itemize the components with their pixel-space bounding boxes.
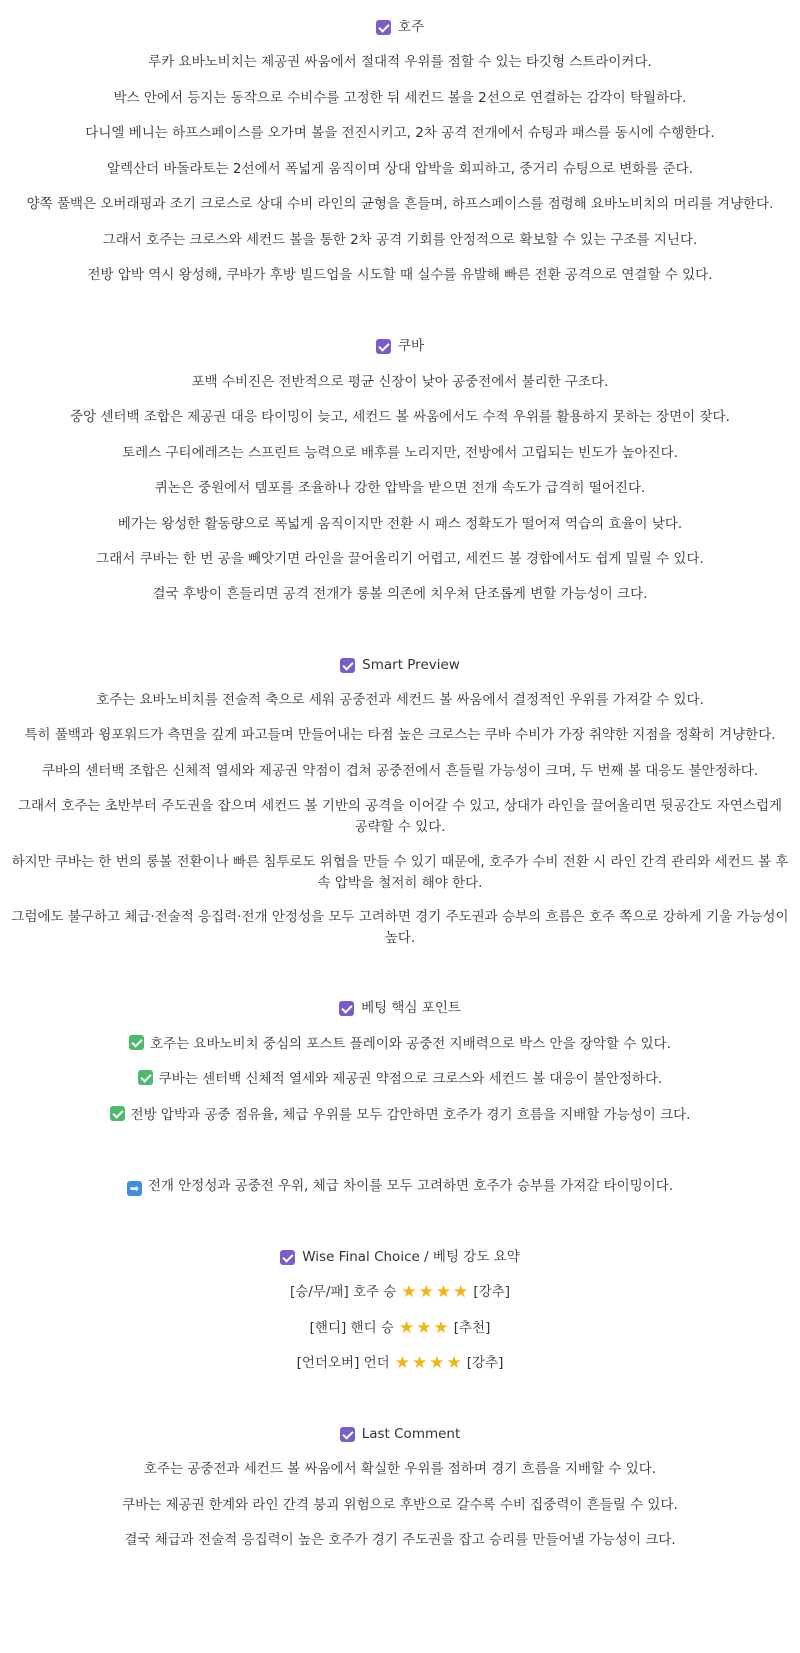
pick-row (8, 1282, 792, 1303)
star-icon: ★ (394, 1353, 410, 1373)
pick-label: [언더오버] 언더 (296, 1355, 390, 1371)
betting-point (8, 1105, 792, 1126)
section-heading-final-choice (8, 1247, 792, 1268)
green-check-icon (138, 1070, 153, 1085)
betting-point (8, 1069, 792, 1090)
star-rating (394, 1353, 463, 1374)
star-icon: ★ (429, 1353, 445, 1373)
section-title: 호주 (397, 19, 425, 35)
paragraph: 그래서 호주는 크로스와 세컨드 볼을 통한 2차 공격 기회를 안정적으로 확보할 수 있는 구조를 지닌다. (102, 232, 698, 248)
pick-label: [핸디] 핸디 승 (309, 1320, 394, 1336)
star-icon: ★ (446, 1353, 462, 1373)
star-rating (398, 1318, 450, 1339)
star-rating (400, 1282, 469, 1303)
section-title: Smart Preview (362, 657, 460, 673)
paragraph: 박스 안에서 등지는 동작으로 수비수를 고정한 뒤 세컨드 볼을 2선으로 연결하는 감각이 탁월하다. (113, 90, 687, 106)
paragraph: 특히 풀백과 윙포워드가 측면을 깊게 파고들며 만들어내는 타점 높은 크로스는 쿠바 수비가 가장 취약한 지점을 정확히 겨냥한다. (24, 727, 776, 743)
paragraph: 호주는 공중전과 세컨드 볼 싸움에서 확실한 우위를 점하며 경기 흐름을 지배할 수 있다. (143, 1461, 657, 1477)
betting-point-text: 호주는 요바노비치 중심의 포스트 플레이와 공중전 지배력으로 박스 안을 장악할 수 있다. (150, 1036, 671, 1052)
paragraph: 호주는 요바노비치를 전술적 축으로 세워 공중전과 세컨드 볼 싸움에서 결정적인 우위를 가져갈 수 있다. (96, 692, 704, 708)
paragraph: 쿠바의 센터백 조합은 신체적 열세와 제공권 약점이 겹쳐 공중전에서 흔들릴 가능성이 크며, 두 번째 볼 대응도 불안정하다. (41, 763, 759, 779)
star-icon: ★ (416, 1318, 432, 1338)
section-heading-smart-preview (8, 655, 792, 676)
right-arrow-icon: ➡ (127, 1181, 142, 1196)
pick-strength: [강추] (466, 1355, 504, 1371)
checkbox-checked-icon (376, 20, 391, 35)
paragraph: 베가는 왕성한 활동량으로 폭넓게 움직이지만 전환 시 패스 정확도가 떨어져 역습의 효율이 낮다. (117, 516, 683, 532)
betting-conclusion-text: 전개 안정성과 공중전 우위, 체급 차이를 모두 고려하면 호주가 승부를 가져갈 타이밍이다. (147, 1178, 674, 1194)
green-check-icon (129, 1035, 144, 1050)
paragraph: 퀴논은 중원에서 템포를 조율하나 강한 압박을 받으면 전개 속도가 급격히 떨어진다. (154, 480, 646, 496)
pick-row (8, 1318, 792, 1339)
paragraph: 결국 체급과 전술적 응집력이 높은 호주가 경기 주도권을 잡고 승리를 만들어낼 가능성이 크다. (124, 1532, 676, 1548)
section-heading-hoju (8, 17, 792, 38)
paragraph: 알렉산더 바돌라토는 2선에서 폭넓게 움직이며 상대 압박을 회피하고, 중거리 슈팅으로 변화를 준다. (106, 161, 693, 177)
betting-point-text: 전방 압박과 공중 점유율, 체급 우위를 모두 감안하면 호주가 경기 흐름을 지배할 가능성이 크다. (130, 1107, 691, 1123)
checkbox-checked-icon (376, 339, 391, 354)
paragraph: 하지만 쿠바는 한 번의 롱볼 전환이나 빠른 침투로도 위협을 만들 수 있기 때문에, 호주가 수비 전환 시 라인 간격 관리와 세컨드 볼 후속 압박을 철저히 해야 한다. (11, 854, 789, 891)
paragraph: 다니엘 베니는 하프스페이스를 오가며 볼을 전진시키고, 2차 공격 전개에서 슈팅과 패스를 동시에 수행한다. (85, 125, 715, 141)
paragraph: 전방 압박 역시 왕성해, 쿠바가 후방 빌드업을 시도할 때 실수를 유발해 빠른 전환 공격으로 연결할 수 있다. (87, 267, 713, 283)
section-title: Last Comment (361, 1426, 461, 1442)
star-icon: ★ (398, 1318, 415, 1338)
section-heading-betting-points (8, 998, 792, 1019)
betting-point (8, 1034, 792, 1055)
pick-strength: [추천] (453, 1320, 491, 1336)
paragraph: 그래서 호주는 초반부터 주도권을 잡으며 세컨드 볼 기반의 공격을 이어갈 수 있고, 상대가 라인을 끌어올리면 뒷공간도 자연스럽게 공략할 수 있다. (17, 798, 783, 835)
star-icon: ★ (433, 1318, 449, 1338)
paragraph: 결국 후방이 흔들리면 공격 전개가 롱볼 의존에 치우쳐 단조롭게 변할 가능성이 크다. (152, 586, 648, 602)
section-title: Wise Final Choice / 베팅 강도 요약 (302, 1249, 520, 1265)
paragraph: 토레스 구티에레즈는 스프린트 능력으로 배후를 노리지만, 전방에서 고립되는 빈도가 높아진다. (122, 445, 678, 461)
pick-label: [승/무/패] 호주 승 (289, 1284, 397, 1300)
paragraph: 루카 요바노비치는 제공권 싸움에서 절대적 우위를 점할 수 있는 타깃형 스트라이커다. (148, 54, 652, 70)
paragraph: 그래서 쿠바는 한 번 공을 빼앗기면 라인을 끌어올리기 어렵고, 세컨드 볼 경합에서도 쉽게 밀릴 수 있다. (96, 551, 704, 567)
paragraph: 중앙 센터백 조합은 제공권 대응 타이밍이 늦고, 세컨드 볼 싸움에서도 수적 우위를 활용하지 못하는 장면이 잦다. (70, 409, 730, 425)
star-icon: ★ (453, 1282, 469, 1302)
section-heading-last-comment (8, 1424, 792, 1445)
star-icon: ★ (401, 1282, 417, 1302)
checkbox-checked-icon (339, 1001, 354, 1016)
section-title: 쿠바 (397, 338, 425, 354)
pick-row (8, 1353, 792, 1374)
green-check-icon (110, 1106, 125, 1121)
pick-strength: [강추] (473, 1284, 511, 1300)
star-icon: ★ (418, 1282, 434, 1302)
paragraph: 양쪽 풀백은 오버래핑과 조기 크로스로 상대 수비 라인의 균형을 흔들며, 하프스페이스를 점령해 요바노비치의 머리를 겨냥한다. (26, 196, 774, 212)
section-title: 베팅 핵심 포인트 (361, 1000, 461, 1016)
betting-point-text: 쿠바는 센터백 신체적 열세와 제공권 약점으로 크로스와 세컨드 볼 대응이 불안정하다. (158, 1071, 663, 1087)
paragraph: 포백 수비진은 전반적으로 평균 신장이 낮아 공중전에서 불리한 구조다. (191, 374, 609, 390)
checkbox-checked-icon (340, 658, 355, 673)
star-icon: ★ (411, 1353, 428, 1373)
checkbox-checked-icon (340, 1427, 355, 1442)
star-icon: ★ (435, 1282, 452, 1302)
betting-conclusion (8, 1176, 792, 1197)
paragraph: 쿠바는 제공권 한계와 라인 간격 붕괴 위험으로 후반으로 갈수록 수비 집중력이 흔들릴 수 있다. (122, 1497, 678, 1513)
checkbox-checked-icon (280, 1250, 295, 1265)
section-heading-cuba (8, 336, 792, 357)
paragraph: 그럼에도 불구하고 체급·전술적 응집력·전개 안정성을 모두 고려하면 경기 주도권과 승부의 흐름은 호주 쪽으로 강하게 기울 가능성이 높다. (11, 909, 789, 946)
